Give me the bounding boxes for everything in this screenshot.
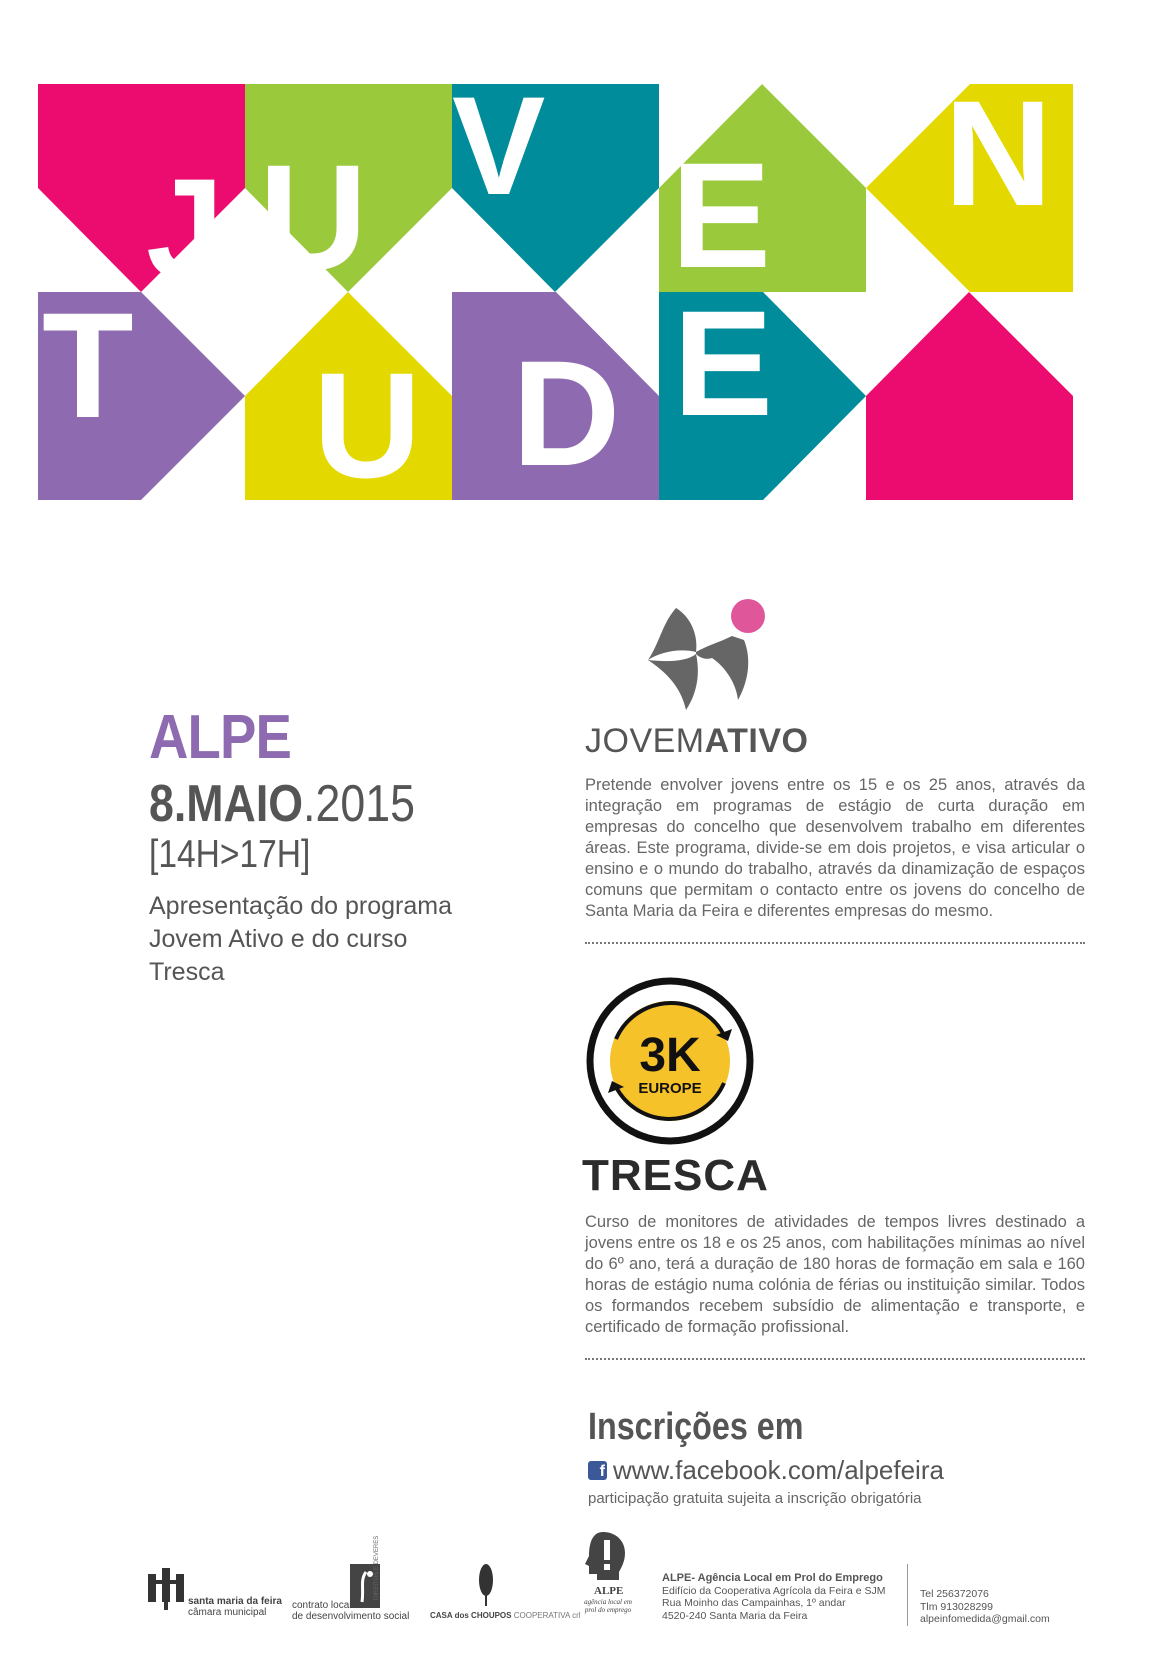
jovem-ativo-word-bold: ATIVO <box>704 722 809 760</box>
facebook-icon: f <box>588 1461 607 1480</box>
casa-choupos-sub: COOPERATIVA crl <box>513 1611 581 1620</box>
event-time: [14H>17H] <box>149 833 311 876</box>
tresca-description: Curso de monitores de atividades de tempos livres destinado a jovens entre os 18 e os 25 anos, com habilitações mínimas ao nível do 6º ano, terá a duração de 180 horas de formação em sala e 160 horas de estágio numa colónia de férias ou instituição similar. Todos os formandos recebem subsídio de alimentação e transporte, e certificado de formação profissional. <box>585 1213 1085 1336</box>
mosaic-tile-t: T <box>38 292 245 500</box>
facebook-link-row[interactable] <box>588 1455 944 1486</box>
event-date-year: .2015 <box>303 775 415 833</box>
alpe-logo-sub: agência local em prol do emprego <box>584 1598 632 1614</box>
alpe-address-line1: Edifício da Cooperativa Agrícola da Feira e SJM <box>662 1584 886 1597</box>
phone-number: Tel 256372076 <box>920 1588 989 1600</box>
alpe-head-logo <box>583 1530 627 1582</box>
contact-numbers <box>920 1588 1050 1626</box>
mosaic-tile-e1: E <box>659 84 866 292</box>
3k-badge-sub: EUROPE <box>638 1080 702 1097</box>
mosaic-tile-u1: U <box>245 84 452 292</box>
event-date <box>149 774 415 834</box>
divider-dotted <box>585 1358 1085 1360</box>
jovem-ativo-wordmark <box>585 722 809 761</box>
registration-note: participação gratuita sujeita a inscrição obrigatória <box>588 1490 922 1507</box>
contact-email[interactable]: alpeinfomedida@gmail.com <box>920 1613 1050 1625</box>
mosaic-tile-j: J <box>38 84 245 292</box>
jovem-ativo-description: Pretende envolver jovens entre os 15 e os 25 anos, através da integração em programas de estágio de curta duração em empresas do concelho que desenvolvem trabalho em diferentes áreas. Este programa, divide-se em dois projetos, e visa articular o ensino e o mundo do trabalho, através da dinamização de espaços comuns que permitam o contacto entre os jovens do concelho de Santa Maria da Feira e diferentes empresas do mesmo. <box>585 776 1085 920</box>
3k-europe-logo <box>584 975 756 1147</box>
clds-side-label: DIREITOS E DEVERES <box>374 1535 380 1600</box>
clds-name <box>292 1600 409 1622</box>
alpe-contact-block <box>662 1572 886 1622</box>
divider-dotted <box>585 942 1085 944</box>
mosaic-tile-n: N <box>866 84 1073 292</box>
3k-badge-main: 3K <box>639 1029 701 1082</box>
smf-name <box>188 1596 282 1618</box>
organizer-name: ALPE <box>149 703 291 772</box>
alpe-logo-word: ALPE <box>594 1585 624 1597</box>
event-date-day-month: 8.MAIO <box>149 775 304 833</box>
registration-title: Inscrições em <box>588 1406 804 1448</box>
mosaic-tile-e2: E <box>659 292 866 500</box>
alpe-address-line3: 4520-240 Santa Maria da Feira <box>662 1609 808 1622</box>
mosaic-tile-house <box>866 292 1073 500</box>
juventude-title-mosaic <box>38 84 1135 525</box>
clds-line2: de desenvolvimento social <box>292 1611 410 1622</box>
tresca-wordmark: TRESCA <box>582 1151 769 1200</box>
jovem-ativo-logo <box>640 596 770 722</box>
mosaic-tile-u2: U <box>245 292 452 500</box>
casa-choupos-tree-icon <box>478 1564 494 1606</box>
smf-logo <box>148 1566 184 1610</box>
clds-line1: contrato local <box>292 1600 352 1611</box>
mosaic-tile-d: D <box>452 292 659 500</box>
smf-line1: santa maria da feira <box>188 1596 282 1607</box>
mosaic-tile-v: V <box>452 84 659 292</box>
mobile-number: Tlm 913028299 <box>920 1600 993 1613</box>
alpe-title: ALPE- Agência Local em Prol do Emprego <box>662 1572 883 1584</box>
jovem-ativo-word-light: JOVEM <box>585 722 705 760</box>
footer-divider <box>907 1564 908 1626</box>
casa-choupos-name <box>430 1610 581 1621</box>
event-description: Apresentação do programa Jovem Ativo e do curso Tresca <box>149 892 452 986</box>
alpe-address-line2: Rua Moinho das Campainhas, 1º andar <box>662 1597 846 1609</box>
smf-line2: câmara municipal <box>188 1607 267 1618</box>
facebook-url[interactable]: www.facebook.com/alpefeira <box>613 1455 944 1485</box>
casa-choupos-title: CASA dos CHOUPOS <box>430 1611 512 1620</box>
